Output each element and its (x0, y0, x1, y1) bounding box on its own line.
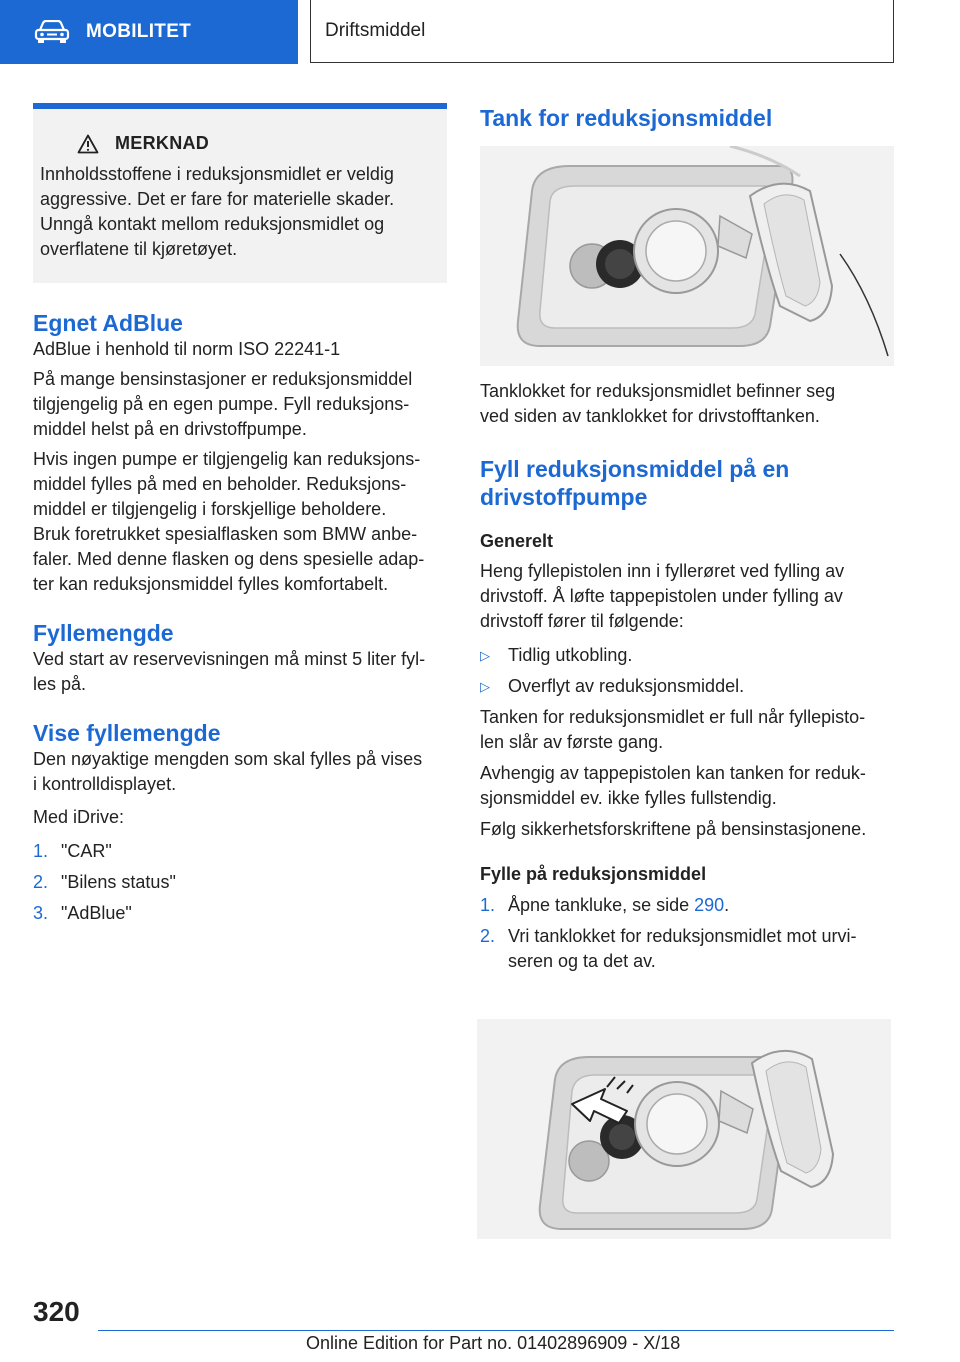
egnet-paragraph-1: AdBlue i henhold til norm ISO 22241-1 (33, 339, 341, 359)
text-line: Hvis ingen pumpe er tilgjengelig kan reduksjons- (33, 449, 421, 469)
egnet-paragraph-3 (33, 447, 453, 597)
list-item (33, 870, 453, 895)
step-text (508, 924, 856, 974)
generelt-paragraph (480, 559, 900, 634)
step-text: "Bilens status" (61, 872, 176, 892)
step-text-end: . (724, 895, 730, 915)
step-text-main: Åpne tankluke, se side (508, 895, 695, 915)
fill-steps (480, 893, 900, 974)
left-column (33, 309, 453, 926)
header-section-label: MOBILITET (86, 21, 192, 42)
fyllemengde-paragraph (33, 647, 453, 697)
note-title: MERKNAD (115, 133, 210, 153)
header-topic-tab (310, 0, 894, 63)
step-number: 1. (480, 895, 496, 915)
text-line: drivstoff fører til følgende: (480, 611, 684, 631)
text-line: middel helst på en drivstoffpumpe. (33, 419, 307, 439)
text-line: Tanken for reduksjonsmidlet er full når fyllepisto- (480, 707, 866, 727)
image-cap-rotate (477, 1019, 891, 1239)
text-line: Bruk foretrukket spesialflasken som BMW anbe- (33, 524, 418, 544)
text-line: Avhengig av tappepistolen kan tanken for reduk- (480, 763, 866, 783)
egnet-paragraph-2 (33, 367, 453, 442)
note-line: aggressive. Det er fare for materielle skader. (40, 189, 395, 209)
triangle-bullet-icon: ▷ (480, 679, 490, 694)
text-line: seren og ta det av. (508, 951, 656, 971)
bullet-list (480, 643, 900, 699)
heading-fylle-pa: Fylle på reduksjonsmiddel (480, 864, 707, 884)
bullet-text: Tidlig utkobling. (508, 645, 633, 665)
text-line: På mange bensinstasjoner er reduksjonsmiddel (33, 369, 413, 389)
list-item (480, 924, 900, 974)
text-line: i kontrolldisplayet. (33, 774, 177, 794)
note-line: Unngå kontakt mellom reduksjonsmidlet og (40, 214, 385, 234)
note-header (77, 133, 447, 154)
footer-edition: Online Edition for Part no. 01402896909 - X/18 (306, 1333, 681, 1353)
heading-line: Fyll reduksjonsmiddel på en (480, 456, 790, 482)
heading-tank: Tank for reduksjonsmiddel (480, 105, 773, 131)
text-line: Ved start av reservevisningen må minst 5 liter fyl- (33, 649, 426, 669)
text-line: middel er tilgjengelig i forskjellige beholdere. (33, 499, 387, 519)
text-line: les på. (33, 674, 87, 694)
step-text (508, 893, 729, 918)
heading-fyll-drivstoffpumpe (480, 455, 900, 511)
header-section-tab (0, 0, 298, 64)
idrive-steps (33, 839, 453, 926)
page-number: 320 (33, 1296, 80, 1327)
text-line: drivstoff. Å løfte tappepistolen under fylling av (480, 586, 843, 606)
right-column-upper (480, 379, 900, 974)
text-line: Tanklokket for reduksjonsmidlet befinner seg (480, 381, 836, 401)
note-text (40, 162, 435, 262)
list-item (480, 893, 900, 918)
text-line: Heng fyllepistolen inn i fyllerøret ved fylling av (480, 561, 845, 581)
list-item (33, 839, 453, 864)
text-line: tilgjengelig på en egen pumpe. Fyll reduksjons- (33, 394, 410, 414)
full-paragraph (480, 705, 900, 755)
safety-paragraph: Følg sikkerhetsforskriftene på bensinstasjonene. (480, 819, 867, 839)
vise-paragraph (33, 747, 453, 797)
list-item (33, 901, 453, 926)
text-line: faler. Med denne flasken og dens spesielle adap- (33, 549, 425, 569)
tank-caption (480, 379, 900, 429)
bullet-text: Overflyt av reduksjonsmiddel. (508, 676, 745, 696)
note-line: Innholdsstoffene i reduksjonsmidlet er veldig (40, 164, 394, 184)
text-line: ved siden av tanklokket for drivstofftanken. (480, 406, 820, 426)
text-line: len slår av første gang. (480, 732, 664, 752)
idrive-label: Med iDrive: (33, 807, 125, 827)
heading-fyllemengde: Fyllemengde (33, 620, 174, 646)
text-line: middel fylles på med en beholder. Reduksjons- (33, 474, 407, 494)
header-topic-label: Driftsmiddel (325, 20, 426, 41)
list-item (480, 643, 900, 668)
image-filler-flap (480, 146, 894, 366)
warning-triangle-icon (77, 134, 99, 154)
car-front-icon (34, 20, 70, 44)
caution-note (33, 103, 447, 283)
list-item (480, 674, 900, 699)
text-line: Vri tanklokket for reduksjonsmidlet mot urvi- (508, 926, 857, 946)
footer-rule (98, 1330, 894, 1331)
step-number: 1. (33, 841, 49, 861)
step-text: "AdBlue" (61, 903, 132, 923)
avhengig-paragraph (480, 761, 900, 811)
text-line: sjonsmiddel ev. ikke fylles fullstendig. (480, 788, 777, 808)
step-number: 3. (33, 903, 49, 923)
heading-generelt: Generelt (480, 531, 554, 551)
heading-egnet-adblue: Egnet AdBlue (33, 310, 183, 336)
heading-vise-fyllemengde: Vise fyllemengde (33, 720, 221, 746)
page-link[interactable]: 290 (694, 895, 725, 915)
text-line: Den nøyaktige mengden som skal fylles på vises (33, 749, 423, 769)
text-line: ter kan reduksjonsmiddel fylles komfortabelt. (33, 574, 389, 594)
step-text: "CAR" (61, 841, 112, 861)
step-number: 2. (33, 872, 49, 892)
heading-line: drivstoffpumpe (480, 484, 648, 510)
note-line: overflatene til kjøretøyet. (40, 239, 238, 259)
triangle-bullet-icon: ▷ (480, 648, 490, 663)
step-number: 2. (480, 926, 496, 946)
